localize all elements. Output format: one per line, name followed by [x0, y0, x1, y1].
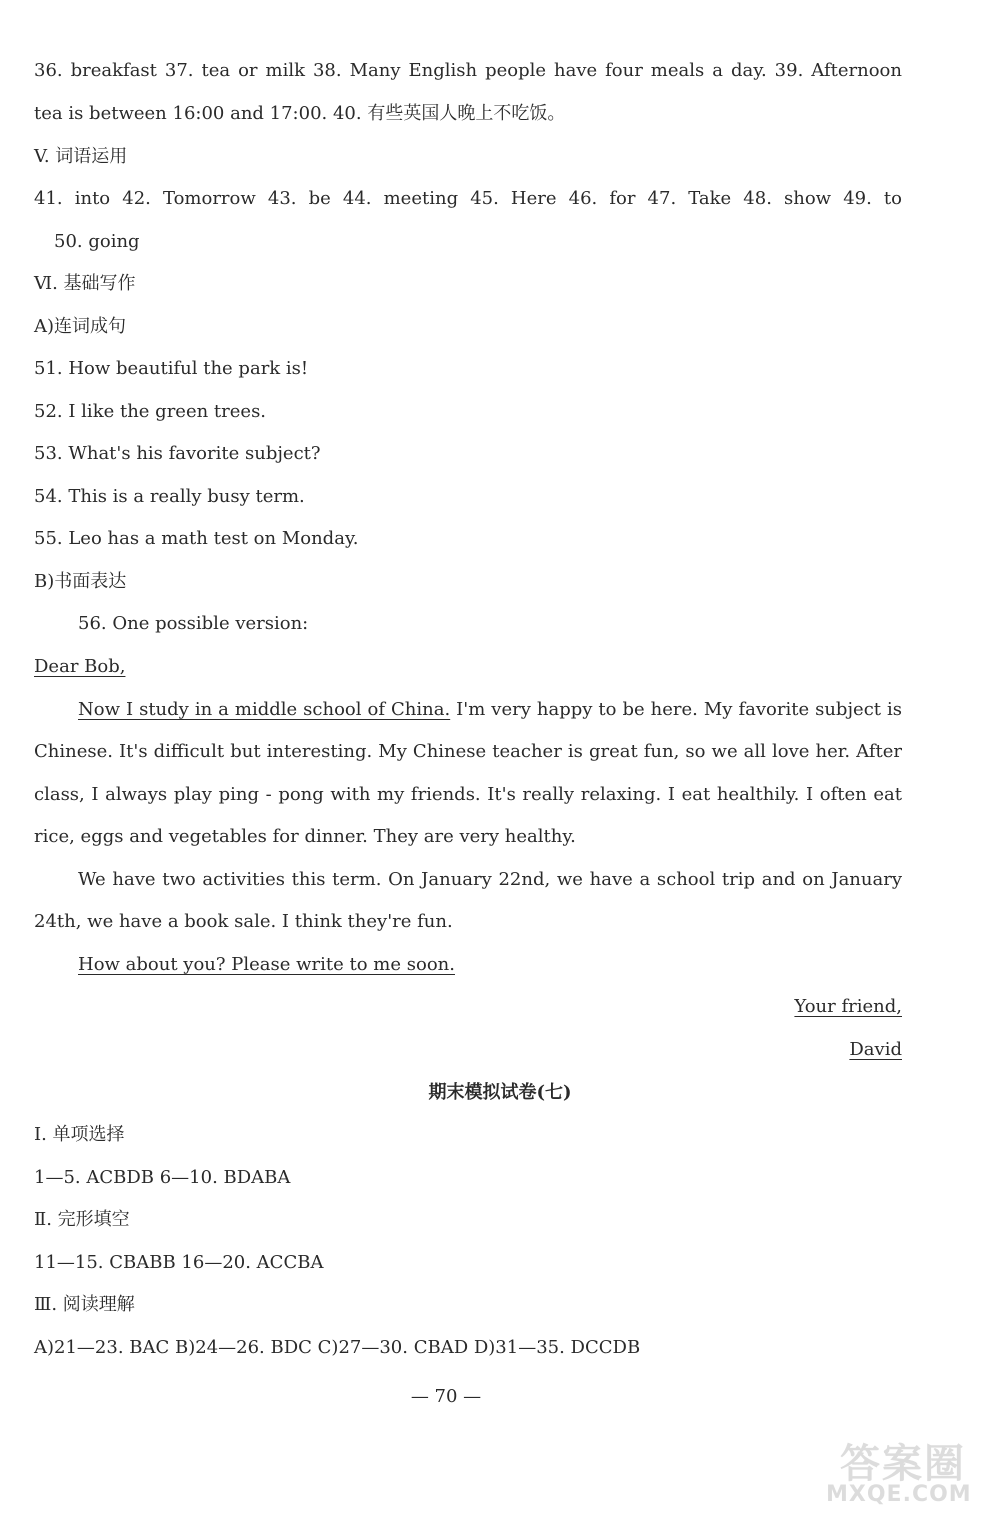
answer-line-36-39: 36. breakfast 37. tea or milk 38. Many English people have four meals a day. 39. Afternoon [34, 60, 902, 81]
letter-paragraph1-line2: Chinese. It's difficult but interesting. My Chinese teacher is great fun, so we all love her. After [34, 741, 902, 762]
exam-7-section-3-title: Ⅲ. 阅读理解 [34, 1294, 135, 1315]
letter-paragraph2-line1: We have two activities this term. On January 22nd, we have a school trip and on January [78, 869, 902, 890]
exam-7-section-1-title: Ⅰ. 单项选择 [34, 1124, 125, 1145]
closing-text: How about you? Please write to me soon. [78, 954, 455, 975]
letter-paragraph1-line4: rice, eggs and vegetables for dinner. They are very healthy. [34, 826, 576, 847]
part-b-title: B)书面表达 [34, 571, 127, 592]
signature-text: David [849, 1039, 902, 1060]
version-label: 56. One possible version: [78, 613, 309, 634]
section-5-answers-line1: 41. into 42. Tomorrow 43. be 44. meeting 45. Here 46. for 47. Take 48. show 49. to [34, 188, 902, 209]
letter-paragraph2-line2: 24th, we have a book sale. I think they're fun. [34, 911, 453, 932]
exam-7-section-1-answers: 1—5. ACBDB 6—10. BDABA [34, 1167, 291, 1188]
answer-53: 53. What's his favorite subject? [34, 443, 321, 464]
letter-paragraph1-line1 [78, 698, 902, 722]
letter-first-sentence: Now I study in a middle school of China. [78, 699, 451, 720]
answer-52: 52. I like the green trees. [34, 401, 267, 422]
letter-signature [849, 1038, 902, 1062]
letter-closing-line [78, 953, 946, 977]
signoff-text: Your friend, [794, 996, 902, 1017]
answer-line-39-40: tea is between 16:00 and 17:00. 40. 有些英国人晚上不吃饭。 [34, 103, 566, 124]
section-6-title: Ⅵ. 基础写作 [34, 273, 136, 294]
exam-7-title: 期末模拟试卷(七) [428, 1082, 572, 1103]
letter-signoff [794, 995, 902, 1019]
section-5-title: V. 词语运用 [34, 146, 128, 167]
page-number: — 70 — [410, 1386, 482, 1407]
answer-55: 55. Leo has a math test on Monday. [34, 528, 359, 549]
exam-7-section-3-answers: A)21—23. BAC B)24—26. BDC C)27—30. CBAD D)31—35. DCCDB [34, 1337, 641, 1358]
exam-7-section-2-title: Ⅱ. 完形填空 [34, 1209, 130, 1230]
part-a-title: A)连词成句 [34, 316, 127, 337]
site-watermark [816, 1432, 986, 1512]
watermark-url: MXQE.COM [826, 1482, 972, 1507]
letter-salutation [34, 655, 902, 679]
watermark-logo-text: 答案圈 [840, 1441, 966, 1487]
section-5-answers-line2: 50. going [54, 231, 140, 252]
answer-51: 51. How beautiful the park is! [34, 358, 309, 379]
letter-paragraph1-line3: class, I always play ping - pong with my friends. It's really relaxing. I eat healthily. I often eat [34, 784, 902, 805]
salutation-text: Dear Bob, [34, 656, 126, 677]
letter-first-line-rest: I'm very happy to be here. My favorite subject is [450, 699, 902, 720]
exam-7-section-2-answers: 11—15. CBABB 16—20. ACCBA [34, 1252, 324, 1273]
answer-54: 54. This is a really busy term. [34, 486, 305, 507]
